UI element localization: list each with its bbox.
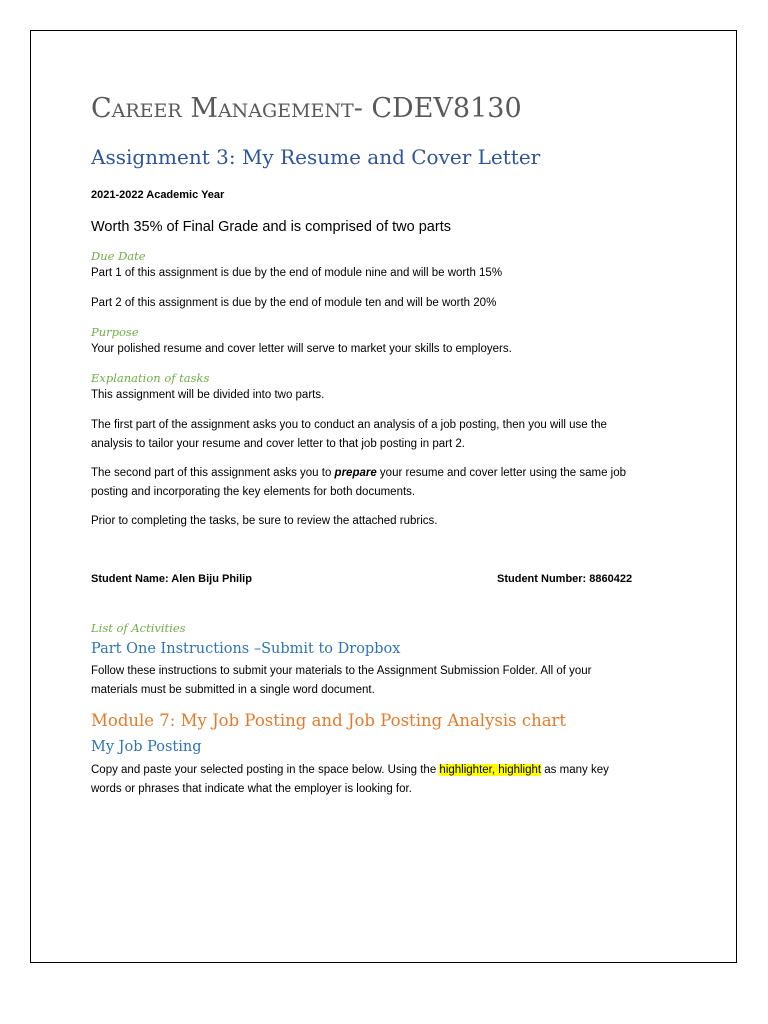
part-one-line1: Follow these instructions to submit your materials to the Assignment Submission Folder. All of your: [91, 665, 592, 677]
job-posting-heading: My Job Posting: [91, 739, 202, 755]
explanation-para2-line2: analysis to tailor your resume and cover letter to that job posting in part 2.: [91, 438, 465, 450]
purpose-text: Your polished resume and cover letter will serve to market your skills to employers.: [91, 343, 512, 355]
job-posting-line2: words or phrases that indicate what the employer is looking for.: [91, 783, 412, 795]
explanation-para2-line1: The first part of the assignment asks you to conduct an analysis of a job posting, then you will use the: [91, 419, 607, 431]
explanation-para3-post: your resume and cover letter using the same job: [376, 467, 627, 479]
module7-heading: Module 7: My Job Posting and Job Posting Analysis chart: [91, 711, 567, 730]
course-title: Career Management- CDEV8130: [91, 93, 522, 124]
explanation-heading: Explanation of tasks: [91, 371, 210, 385]
part-one-heading: Part One Instructions –Submit to Dropbox: [91, 641, 401, 657]
job-posting-line1-post: as many key: [541, 764, 609, 776]
due-date-part1: Part 1 of this assignment is due by the end of module nine and will be worth 15%: [91, 267, 503, 279]
explanation-para3-pre: The second part of this assignment asks you to: [91, 467, 335, 479]
explanation-para3-line1: [91, 467, 626, 479]
due-date-part2: Part 2 of this assignment is due by the end of module ten and will be worth 20%: [91, 297, 497, 309]
job-posting-line1-pre: Copy and paste your selected posting in the space below. Using the: [91, 764, 440, 776]
document-page: [30, 30, 737, 963]
explanation-para3-emphasis: prepare: [334, 467, 377, 479]
assignment-title: Assignment 3: My Resume and Cover Letter: [91, 145, 541, 169]
explanation-para3-line2: posting and incorporating the key elements for both documents.: [91, 486, 416, 498]
part-one-line2: materials must be submitted in a single word document.: [91, 684, 375, 696]
student-number: Student Number: 8860422: [497, 573, 633, 585]
due-date-heading: Due Date: [91, 249, 146, 263]
activities-heading: List of Activities: [91, 621, 186, 635]
student-name: Student Name: Alen Biju Philip: [91, 573, 252, 585]
purpose-heading: Purpose: [91, 325, 139, 339]
academic-year: 2021-2022 Academic Year: [91, 189, 225, 201]
job-posting-line1: [91, 764, 609, 776]
worth-statement: Worth 35% of Final Grade and is comprised of two parts: [91, 219, 451, 235]
highlighted-text: highlighter, highlight: [439, 764, 542, 776]
explanation-para4: Prior to completing the tasks, be sure to review the attached rubrics.: [91, 515, 438, 527]
explanation-line1: This assignment will be divided into two parts.: [91, 389, 325, 401]
